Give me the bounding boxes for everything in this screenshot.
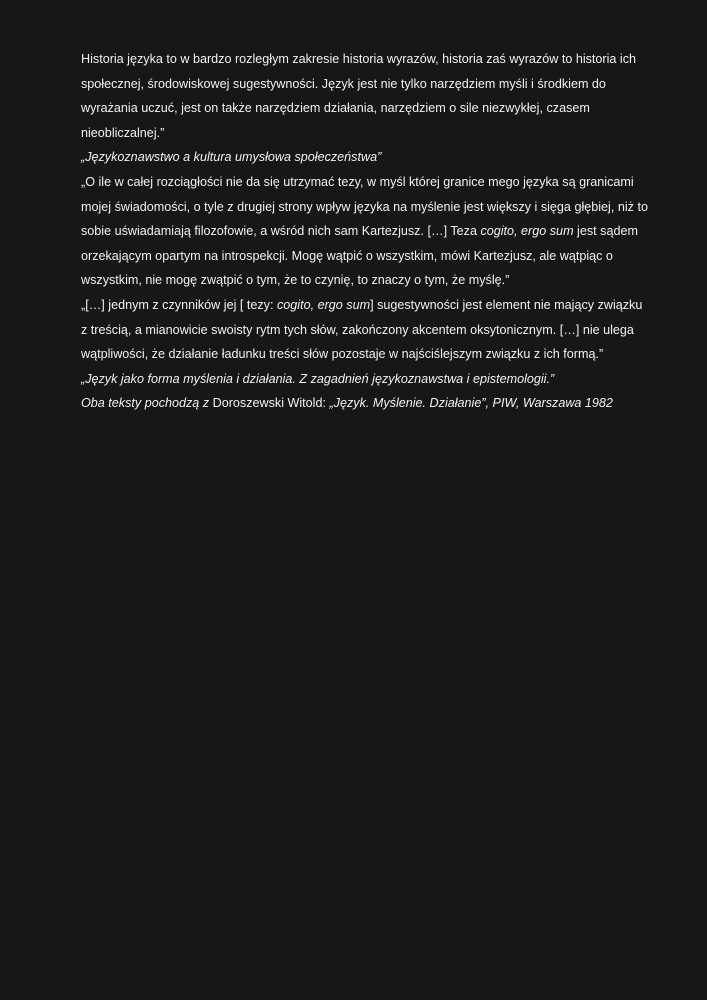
quote-paragraph-2-text-2: jest sądem orzekającym opartym na introspekcji. Mogę wątpić o wszystkim, mówi Kartezjusz, ale wątpiąc o wszystkim, nie mogę zwątpić o tym, że to czynię, to znaczy o tym, że myślę.” <box>81 224 638 288</box>
bibliographic-note <box>81 391 649 416</box>
latin-phrase: cogito, ergo sum <box>480 224 574 239</box>
latin-phrase: cogito, ergo sum <box>276 297 371 312</box>
author-name: Doroszewski Witold: <box>212 396 330 411</box>
quote-paragraph-3-text-2: ] sugestywności jest element nie mający związku z treścią, a mianowicie swoisty rytm tych słów, zakończony akcentem oksytonicznym. […] nie ulega wątpliwości, że działanie ładunku treści słów pozostaje w najściślejszym związku z ich formą.” <box>81 297 643 362</box>
quote-paragraph-2-text-1: „O ile w całej rozciągłości nie da się utrzymać tezy, w myśl której granice mego języka są granicami mojej świadomości, o tyle z drugiej strony wpływ języka na myślenie jest większy i sięga głębiej, niż to sobie uświadamiają filozofowie, a wśród nich sam Kartezjusz. […] Teza <box>81 174 648 239</box>
bibliographic-note-intro: Oba teksty pochodzą z <box>81 396 213 411</box>
quote-paragraph-2 <box>81 170 649 293</box>
book-reference: „Język. Myślenie. Działanie”, PIW, Warszawa 1982 <box>329 396 613 411</box>
quote-paragraph-3 <box>81 293 649 367</box>
quote-paragraph-1: Historia języka to w bardzo rozległym zakresie historia wyrazów, historia zaś wyrazów to historia ich społecznej, środowiskowej sugestywności. Język jest nie tylko narzędziem myśli i środkiem do wyrażania uczuć, jest on także narzędziem działania, narzędziem o sile niezwykłej, czasem nieobliczalnej.” <box>81 52 637 140</box>
quote-paragraph-3-text-1: „[…] jednym z czynników jej [ tezy: <box>81 297 277 312</box>
source-citation-2: „Język jako forma myślenia i działania. Z zagadnień językoznawstwa i epistemologii.” <box>81 371 555 386</box>
source-citation-1: „Językoznawstwo a kultura umysłowa społeczeństwa” <box>81 150 382 165</box>
